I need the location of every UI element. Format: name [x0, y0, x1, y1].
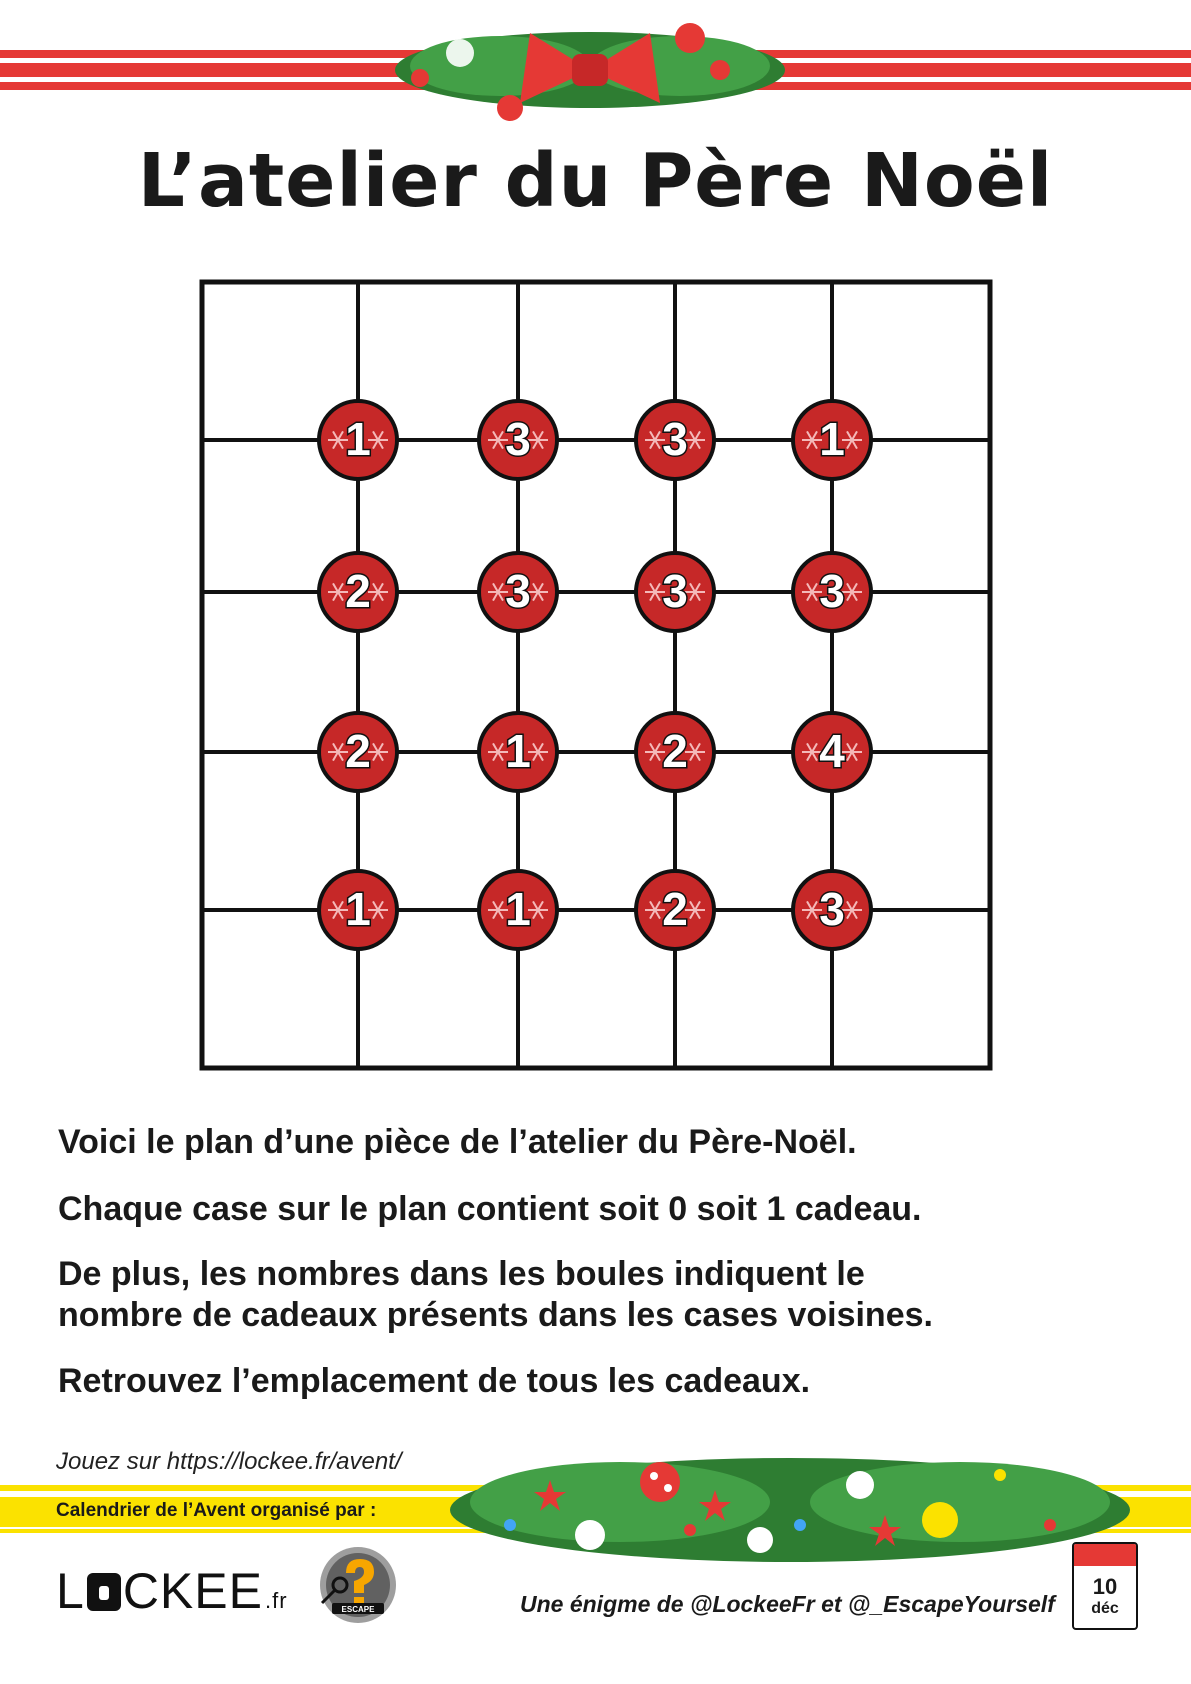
page-title: L’atelier du Père Noël [137, 138, 1054, 224]
ornament-ball [636, 401, 714, 479]
grid-balls [319, 401, 871, 949]
ornament-ball-number: 1 [505, 725, 531, 777]
ornament-ball [319, 401, 397, 479]
lockee-logo-l: L [56, 1563, 85, 1619]
ornament-ball-number: 1 [345, 413, 371, 465]
escape-logo-text: ESCAPE [341, 1605, 375, 1614]
ornament-ball [479, 401, 557, 479]
ornament-ball [793, 401, 871, 479]
ornament-ball [479, 553, 557, 631]
ornament-ball-number: 3 [819, 565, 845, 617]
calendar-date-badge [1072, 1542, 1138, 1630]
ornament-ball [793, 871, 871, 949]
ornament-ball-number: 1 [505, 883, 531, 935]
ornament-ball [793, 553, 871, 631]
grid-border [202, 282, 990, 1068]
calendar-header [1074, 1544, 1136, 1566]
ornament-ball [636, 553, 714, 631]
bottom-garland [440, 1440, 1140, 1580]
instruction-line-4: nombre de cadeaux présents dans les cases voisines. [58, 1296, 933, 1334]
calendar-month: déc [1091, 1600, 1119, 1617]
instruction-line-5: Retrouvez l’emplacement de tous les cadeaux. [58, 1362, 811, 1400]
ornament-ball-number: 4 [819, 725, 845, 777]
ornament-ball [319, 871, 397, 949]
instruction-line-2: Chaque case sur le plan contient soit 0 soit 1 cadeau. [58, 1190, 922, 1228]
ornament-ball-number: 1 [345, 883, 371, 935]
instruction-line-1: Voici le plan d’une pièce de l’atelier du Père-Noël. [58, 1123, 857, 1161]
play-url-text: Jouez sur https://lockee.fr/avent/ [56, 1448, 402, 1475]
ornament-ball [479, 713, 557, 791]
ornament-ball-number: 2 [345, 565, 371, 617]
ornament-ball-number: 3 [505, 565, 531, 617]
ornament-ball-number: 3 [505, 413, 531, 465]
calendar-day: 10 [1092, 1574, 1118, 1599]
ornament-ball-number: 3 [662, 413, 688, 465]
ornament-ball [319, 553, 397, 631]
lockee-logo-suffix: .fr [264, 1588, 288, 1613]
ornament-ball [479, 871, 557, 949]
padlock-icon [87, 1573, 121, 1611]
ornament-ball-number: 2 [345, 725, 371, 777]
ornament-ball [319, 713, 397, 791]
escape-yourself-logo [318, 1545, 398, 1625]
instruction-line-3: De plus, les nombres dans les boules indiquent le [58, 1255, 865, 1293]
lockee-logo [56, 1562, 288, 1620]
ornament-ball-number: 2 [662, 883, 688, 935]
ornament-ball-number: 3 [819, 883, 845, 935]
ornament-ball-number: 3 [662, 565, 688, 617]
ornament-ball [793, 713, 871, 791]
credit-text: Une énigme de @LockeeFr et @_EscapeYourself [520, 1591, 1055, 1617]
grid-lines [202, 282, 990, 1068]
ornament-ball [636, 871, 714, 949]
ornament-ball [636, 713, 714, 791]
organizer-label: Calendrier de l’Avent organisé par : [56, 1500, 377, 1521]
ornament-ball-number: 2 [662, 725, 688, 777]
ornament-ball-number: 1 [819, 413, 845, 465]
lockee-logo-ckee: CKEE [122, 1563, 263, 1619]
